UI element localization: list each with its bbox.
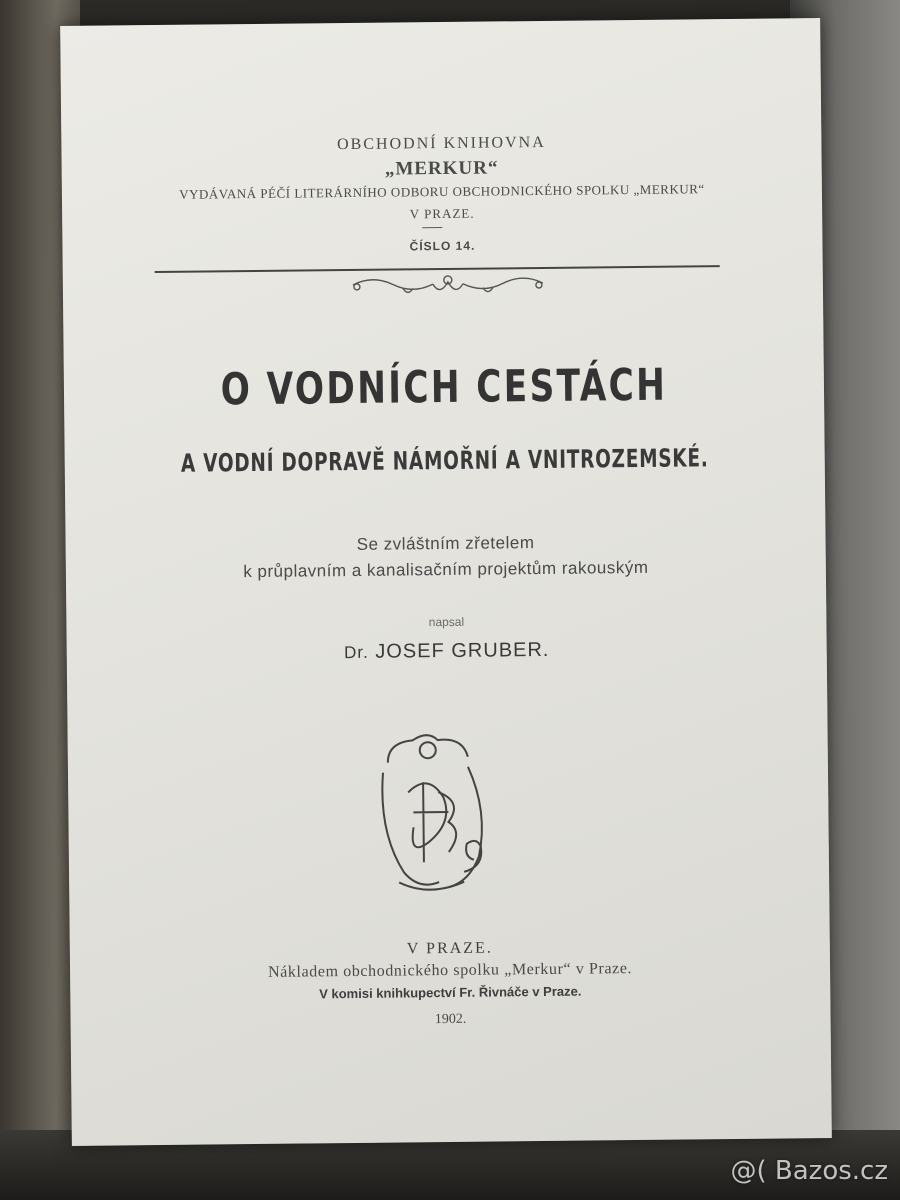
imprint-year: 1902. xyxy=(434,1011,467,1028)
title-page xyxy=(60,18,832,1146)
description-line-2: k průplavním a kanalisačním projektům rakouským xyxy=(243,557,649,582)
short-divider xyxy=(422,227,442,228)
author-prefix: Dr. xyxy=(343,642,369,663)
issue-number: ČÍSLO 14. xyxy=(409,238,476,254)
watermark: @( Bazos.cz xyxy=(730,1156,888,1186)
main-title: O VODNÍCH CESTÁCH xyxy=(220,359,668,416)
imprint-city: V PRAZE. xyxy=(406,939,493,958)
ornamental-divider-icon xyxy=(343,271,553,303)
monogram-emblem-icon xyxy=(367,721,499,897)
issuer-line: VYDÁVANÁ PÉČÍ LITERÁRNÍHO ODBORU OBCHODNICKÉHO SPOLKU „MERKUR“ xyxy=(179,181,705,202)
series-name: OBCHODNÍ KNIHOVNA xyxy=(336,133,546,154)
issuer-place: V PRAZE. xyxy=(409,205,475,222)
author xyxy=(67,636,827,667)
author-name: JOSEF GRUBER. xyxy=(375,638,550,663)
series-title: „MERKUR“ xyxy=(384,157,499,180)
imprint-commission: V komisi knihkupectví Fr. Řivnáče v Praze. xyxy=(319,983,582,1002)
subtitle: A VODNÍ DOPRAVĚ NÁMOŘNÍ A VNITROZEMSKÉ. xyxy=(180,443,709,478)
description-line-1: Se zvláštním zřetelem xyxy=(356,533,535,554)
byline: napsal xyxy=(428,614,465,630)
imprint-publisher: Nákladem obchodnického spolku „Merkur“ v Praze. xyxy=(267,960,633,981)
